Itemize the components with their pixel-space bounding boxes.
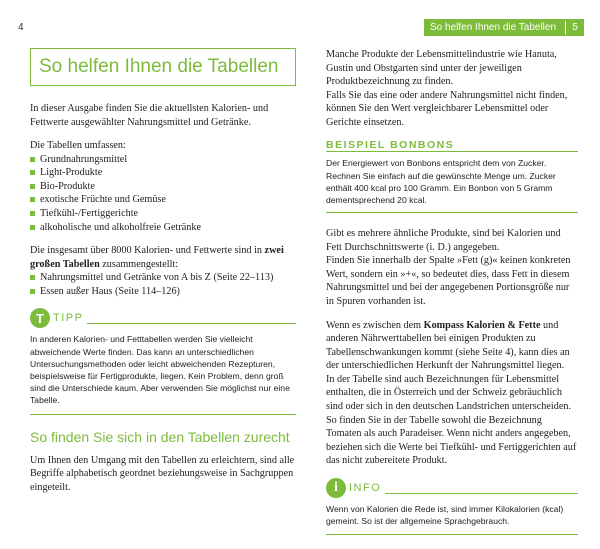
left-column [30,48,296,504]
page-title: So helfen Ihnen die Tabellen [39,56,279,77]
info-header [326,478,578,498]
subheading: So finden Sie sich in den Tabellen zurecht [30,428,290,445]
tip-box: In anderen Kalorien- und Fetttabellen werden Sie vielleicht abweichende Werte finden. Das kann an unterschiedlichen Untersuchungsmethoden oder leicht abweichenden Rezepturen, beispielsweise für Fertigprodukte, liegen. Kein Problem, denn groß sind die Unterschiede kaum. Aber verwenden Sie möglichst nur eine Tabelle. [30,328,296,414]
tables-list [30,153,296,234]
tip-rule [87,323,296,324]
page-title-box [30,48,296,86]
list-item: Essen außer Haus (Seite 114–126) [30,285,296,299]
total-paragraph [30,244,296,271]
parts-list [30,271,296,298]
total-text-b: zusammengestellt: [102,258,179,270]
intro-paragraph: In dieser Ausgabe finden Sie die aktuellsten Kalorien- und Fettwerte ausgewählter Nahrungsmittel und Getränke. [30,103,269,128]
tip-header [30,308,296,328]
total-text-a: Die insgesamt über 8000 Kalorien- und Fettwerte sind in [30,245,262,257]
trace-paragraph: Finden Sie innerhalb der Spalte »Fett (g)« keinen konkreten Wert, sondern ein »+«, so bedeutet dies, dass Fett in diesem Nahrungsmittel und bei der angegebenen Portionsgröße nur in Spuren vorhanden ist. [326,255,571,307]
tables-intro: Die Tabellen umfassen: [30,140,126,152]
list-item: Light-Produkte [30,166,296,180]
list-item: Bio-Produkte [30,180,296,194]
total-bold: zwei großen Tabellen [30,245,284,270]
info-icon: i [326,478,346,498]
origin-bold: Kompass Kalorien & Fette [423,319,541,331]
regional-paragraph: In der Tabelle sind auch Bezeichnungen für Lebensmittel enthalten, die in Österreich und der Schweiz gebräuchlich sind oder sich in den deutschen Landstrichen unterscheiden. So finden Sie in der Tabelle sowohl die Bezeichnung Tomaten als auch Paradeiser. Wenn nicht anders angegeben, beziehen sich die Werte bei Tiefkühl- und Fertiggerichten auf das nicht zubereitete Produkt. [326,373,577,467]
origin-text-a: Wenn es zwischen dem [326,319,422,331]
example-header [326,139,578,151]
running-header-title: So helfen Ihnen die Tabellen [430,22,557,33]
info-rule [385,493,578,494]
products-paragraph: Manche Produkte der Lebensmittelindustrie wie Hanuta, Gustin und Obstgarten sind unter der jeweiligen Produktbezeichnung zu finden. [326,49,557,88]
right-column [326,48,578,549]
running-header [424,19,584,36]
average-paragraph: Gibt es mehrere ähnliche Produkte, sind bei Kalorien und Fett Durchschnittswerte (i. D.) angegeben. [326,228,561,253]
info-label: INFO [349,481,382,494]
origin-paragraph [326,319,578,373]
page-number-right: 5 [572,22,578,33]
tip-icon: T [30,308,50,328]
page-number-left: 4 [18,22,24,33]
tip-label: TIPP [53,312,84,325]
list-item: exotische Früchte und Gemüse [30,193,296,207]
example-label: BEISPIEL BONBONS [326,139,455,152]
substitute-paragraph: Falls Sie das eine oder andere Nahrungsmittel nicht finden, können Sie den Wert vergleichbarer Lebensmittel oder Gerichte einsetzen. [326,89,568,128]
info-box: Wenn von Kalorien die Rede ist, sind immer Kilokalorien (kcal) gemeint. So ist der allgemeine Sprachgebrauch. [326,498,578,535]
origin-text-b: und anderen Nährwerttabellen bei einigen Produkten zu Tabellenschwankungen kommt (siehe Seite 4), kann dies an der unterschiedlichen Herkunft der Nahrungsmittel liegen. [326,319,570,372]
list-item: alkoholische und alkoholfreie Getränke [30,221,296,235]
example-box: Der Energiewert von Bonbons entspricht dem von Zucker. Rechnen Sie einfach auf die gewünschte Menge um. Zucker enthält 400 kcal pro 100 Gramm. Ein Bonbon von 5 Gramm dementsprechend 20 kcal. [326,151,578,213]
list-item: Nahrungsmittel und Getränke von A bis Z (Seite 22–113) [30,271,296,285]
list-item: Grundnahrungsmittel [30,153,296,167]
list-item: Tiefkühl-/Fertiggerichte [30,207,296,221]
find-paragraph: Um Ihnen den Umgang mit den Tabellen zu erleichtern, sind alle Begriffe alphabetisch geordnet beziehungsweise in Sachgruppen eingeteilt. [30,454,295,493]
